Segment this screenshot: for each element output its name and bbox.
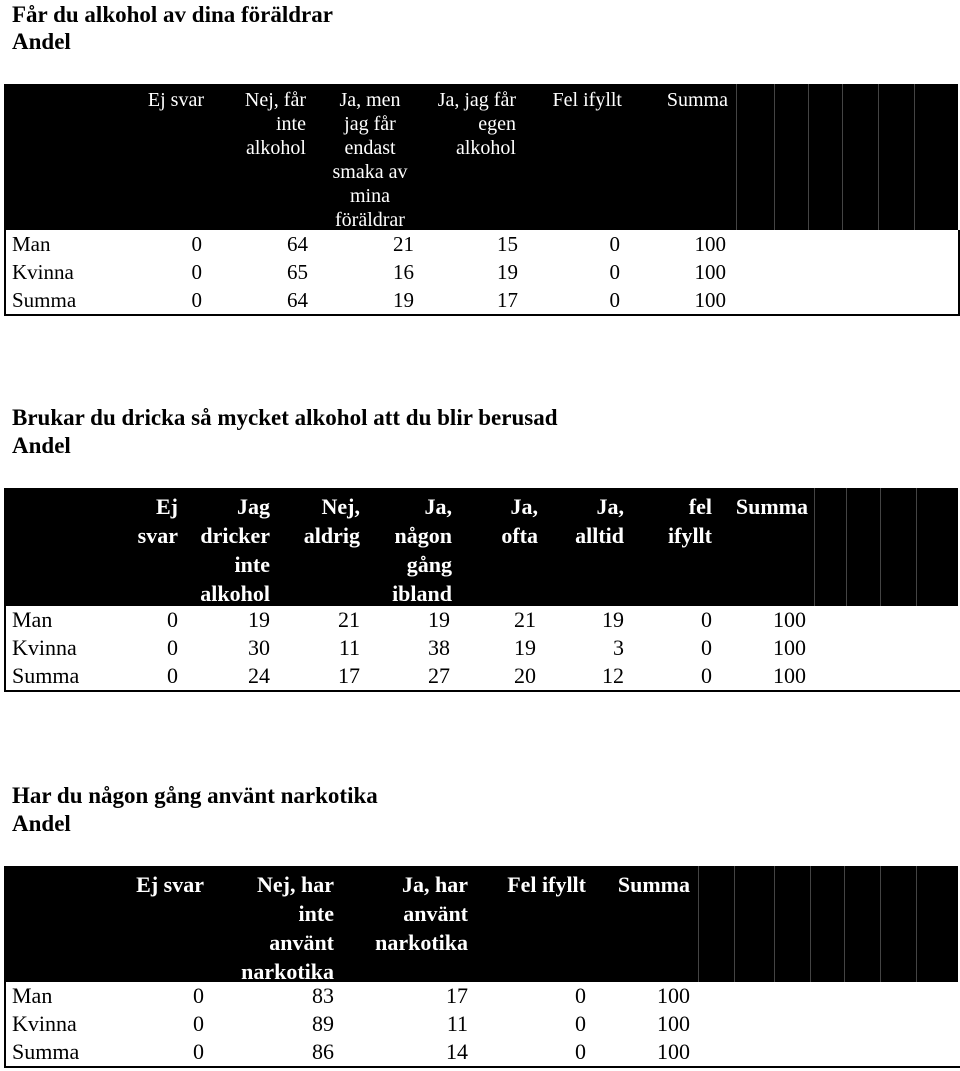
cell: 0 [167, 607, 178, 632]
table-1-header [4, 84, 958, 230]
table-2-title: Brukar du dricka så mycket alkohol att du blir berusad [12, 405, 558, 430]
row-label: Summa [12, 663, 80, 688]
table-2-subtitle: Andel [12, 433, 71, 458]
cell: 0 [701, 635, 712, 660]
cell: 64 [287, 288, 308, 312]
cell: 12 [602, 663, 624, 688]
cell: 65 [287, 260, 308, 284]
table-3-header-ja-har: Ja, har använt narkotika [375, 872, 468, 955]
table-3-header-ej-svar: Ej svar [136, 872, 204, 897]
cell: 100 [657, 983, 690, 1008]
cell: 0 [167, 635, 178, 660]
cell: 0 [575, 983, 586, 1008]
table-3-subtitle: Andel [12, 811, 71, 836]
row-label: Summa [12, 288, 77, 312]
table-1-header-ej-svar: Ej svar [147, 89, 204, 111]
cell: 0 [609, 232, 620, 256]
cell: 21 [514, 607, 536, 632]
row-label: Summa [12, 1039, 80, 1064]
table-3-header-fel-ifyllt: Fel ifyllt [507, 872, 586, 897]
cell: 3 [613, 635, 624, 660]
table-1-subtitle: Andel [12, 29, 71, 54]
cell: 100 [657, 1011, 690, 1036]
table-2-header-ja-nagon-gang: Ja, någon gång ibland [392, 494, 452, 606]
cell: 19 [514, 635, 536, 660]
cell: 17 [497, 288, 518, 312]
cell: 24 [248, 663, 270, 688]
cell: 100 [773, 635, 806, 660]
row-label: Man [12, 983, 53, 1008]
cell: 17 [446, 983, 468, 1008]
cell: 17 [338, 663, 360, 688]
cell: 0 [701, 607, 712, 632]
table-3-header-nej-har-inte: Nej, har inte använt narkotika [241, 872, 334, 984]
cell: 100 [773, 663, 806, 688]
table-2-header [4, 488, 958, 606]
cell: 21 [393, 232, 414, 256]
cell: 64 [287, 232, 308, 256]
cell: 19 [393, 288, 414, 312]
table-3-header [4, 866, 958, 982]
cell: 0 [575, 1011, 586, 1036]
table-1-body [4, 230, 960, 316]
table-2-header-ja-ofta: Ja, ofta [501, 494, 538, 548]
table-1-header-nej: Nej, får inte alkohol [244, 89, 306, 159]
cell: 27 [428, 663, 450, 688]
cell: 0 [167, 663, 178, 688]
table-2-header-ja-alltid: Ja, alltid [575, 494, 624, 548]
cell: 14 [446, 1039, 468, 1064]
table-1-header-ja-egen: Ja, jag får egen alkohol [437, 89, 516, 159]
cell: 0 [193, 1011, 204, 1036]
cell: 86 [312, 1039, 334, 1064]
cell: 0 [191, 232, 202, 256]
cell: 0 [191, 260, 202, 284]
cell: 100 [773, 607, 806, 632]
row-label: Kvinna [12, 260, 74, 284]
cell: 100 [694, 232, 726, 256]
cell: 11 [338, 635, 360, 660]
cell: 83 [312, 983, 334, 1008]
cell: 15 [497, 232, 518, 256]
cell: 0 [609, 288, 620, 312]
cell: 0 [575, 1039, 586, 1064]
table-2-header-jag-dricker-inte: Jag dricker inte alkohol [200, 494, 270, 606]
table-1-header-ja-smaka: Ja, men jag får endast smaka av mina föräldrar [332, 89, 408, 231]
cell: 19 [248, 607, 270, 632]
cell: 38 [428, 635, 450, 660]
cell: 19 [602, 607, 624, 632]
cell: 19 [428, 607, 450, 632]
table-1-title: Får du alkohol av dina föräldrar [12, 2, 333, 27]
table-2-header-summa: Summa [735, 494, 808, 519]
row-label: Kvinna [12, 635, 77, 660]
cell: 21 [338, 607, 360, 632]
cell: 30 [248, 635, 270, 660]
cell: 0 [193, 983, 204, 1008]
table-3-body [4, 982, 960, 1068]
cell: 0 [193, 1039, 204, 1064]
table-2-header-ej-svar: Ej svar [137, 494, 178, 548]
cell: 100 [694, 288, 726, 312]
table-2-header-fel-ifyllt: fel ifyllt [668, 494, 712, 548]
row-label: Man [12, 607, 53, 632]
table-3-header-summa: Summa [617, 872, 690, 897]
table-2-body [4, 606, 960, 692]
row-label: Kvinna [12, 1011, 77, 1036]
cell: 19 [497, 260, 518, 284]
table-1-header-fel-ifyllt: Fel ifyllt [552, 89, 622, 111]
table-3-title: Har du någon gång använt narkotika [12, 783, 378, 808]
cell: 100 [694, 260, 726, 284]
table-1-header-summa: Summa [666, 89, 728, 111]
row-label: Man [12, 232, 51, 256]
cell: 0 [191, 288, 202, 312]
cell: 16 [393, 260, 414, 284]
cell: 89 [312, 1011, 334, 1036]
cell: 20 [514, 663, 536, 688]
cell: 0 [701, 663, 712, 688]
cell: 100 [657, 1039, 690, 1064]
table-2-header-nej-aldrig: Nej, aldrig [303, 494, 360, 548]
cell: 11 [446, 1011, 468, 1036]
cell: 0 [609, 260, 620, 284]
